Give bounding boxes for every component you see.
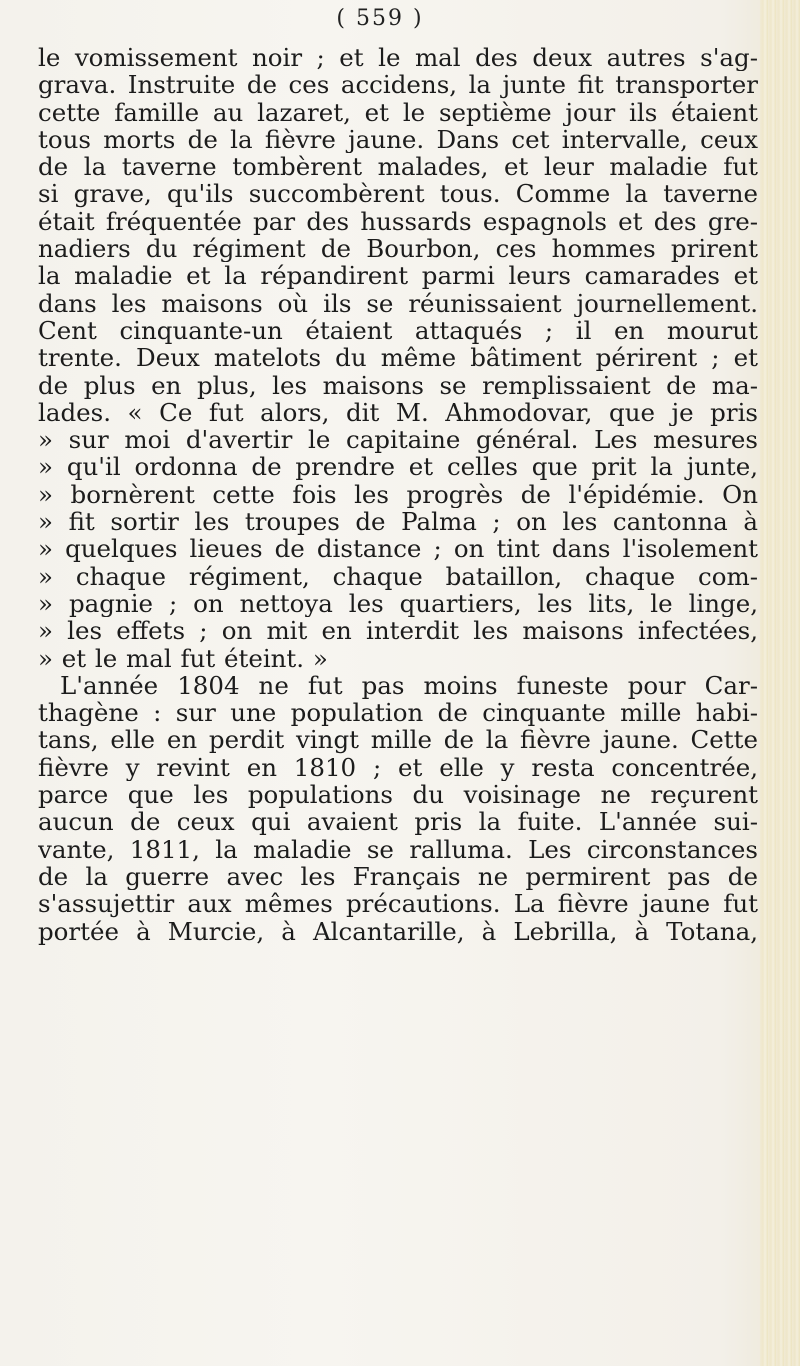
text-line: s'assujettir aux mêmes précautions. La fièvre jaune fut [38,890,758,918]
quote-line: » quelques lieues de distance ; on tint dans l'isolement [38,535,758,563]
quote-line: » et le mal fut éteint. » [38,644,328,672]
text-line: thagène : sur une population de cinquante mille habi- [38,699,758,727]
quote-line: » chaque régiment, chaque bataillon, chaque com- [38,562,758,590]
text-line: trente. Deux matelots du même bâtiment périrent ; et [38,344,758,372]
text-line: dans les maisons où ils se réunissaient journellement. [38,289,758,317]
text-line: aucun de ceux qui avaient pris la fuite. L'année sui- [38,808,758,836]
quote-line: » les effets ; on mit en interdit les maisons infectées, [38,617,758,645]
paragraph [38,44,758,672]
text-line: le vomissement noir ; et le mal des deux autres s'ag- [38,44,758,72]
quote-line: » fit sortir les troupes de Palma ; on les cantonna à [38,508,758,536]
text-line: fièvre y revint en 1810 ; et elle y resta concentrée, [38,753,758,782]
text-line: grava. Instruite de ces accidens, la junte fit transporter [38,71,758,99]
text-line: Cent cinquante-un étaient attaqués ; il en mourut [38,316,758,345]
quote-line: » bornèrent cette fois les progrès de l'épidémie. On [38,480,758,509]
quote-line: » sur moi d'avertir le capitaine général. Les mesures [38,426,758,454]
page-edge-shading [760,0,800,1366]
text-line: portée à Murcie, à Alcantarille, à Lebrilla, à Totana, [38,917,758,945]
page-number: ( 559 ) [336,6,424,31]
paragraph [38,672,758,945]
text-line: de la taverne tombèrent malades, et leur maladie fut [38,153,758,181]
quote-line: » qu'il ordonna de prendre et celles que prit la junte, [38,453,758,481]
text-line: L'année 1804 ne fut pas moins funeste pour Car- [60,671,758,700]
text-line: tous morts de la fièvre jaune. Dans cet intervalle, ceux [38,125,758,154]
text-line: parce que les populations du voisinage ne reçurent [38,781,758,809]
text-line: cette famille au lazaret, et le septième jour ils étaient [38,98,758,126]
text-line: la maladie et la répandirent parmi leurs camarades et [38,262,758,290]
text-line: de plus en plus, les maisons se remplissaient de ma- [38,371,758,399]
text-line: de la guerre avec les Français ne permirent pas de [38,862,758,891]
quote-line: » pagnie ; on nettoya les quartiers, les lits, le linge, [38,589,758,618]
text-line: vante, 1811, la maladie se ralluma. Les circonstances [38,835,758,863]
text-line: nadiers du régiment de Bourbon, ces hommes prirent [38,235,758,263]
text-line: tans, elle en perdit vingt mille de la fièvre jaune. Cette [38,726,758,754]
text-line: était fréquentée par des hussards espagnols et des gre- [38,207,758,236]
text-line: si grave, qu'ils succombèrent tous. Comme la taverne [38,180,758,208]
text-line: lades. « Ce fut alors, dit M. Ahmodovar, que je pris [38,398,758,427]
body-text [38,44,758,945]
